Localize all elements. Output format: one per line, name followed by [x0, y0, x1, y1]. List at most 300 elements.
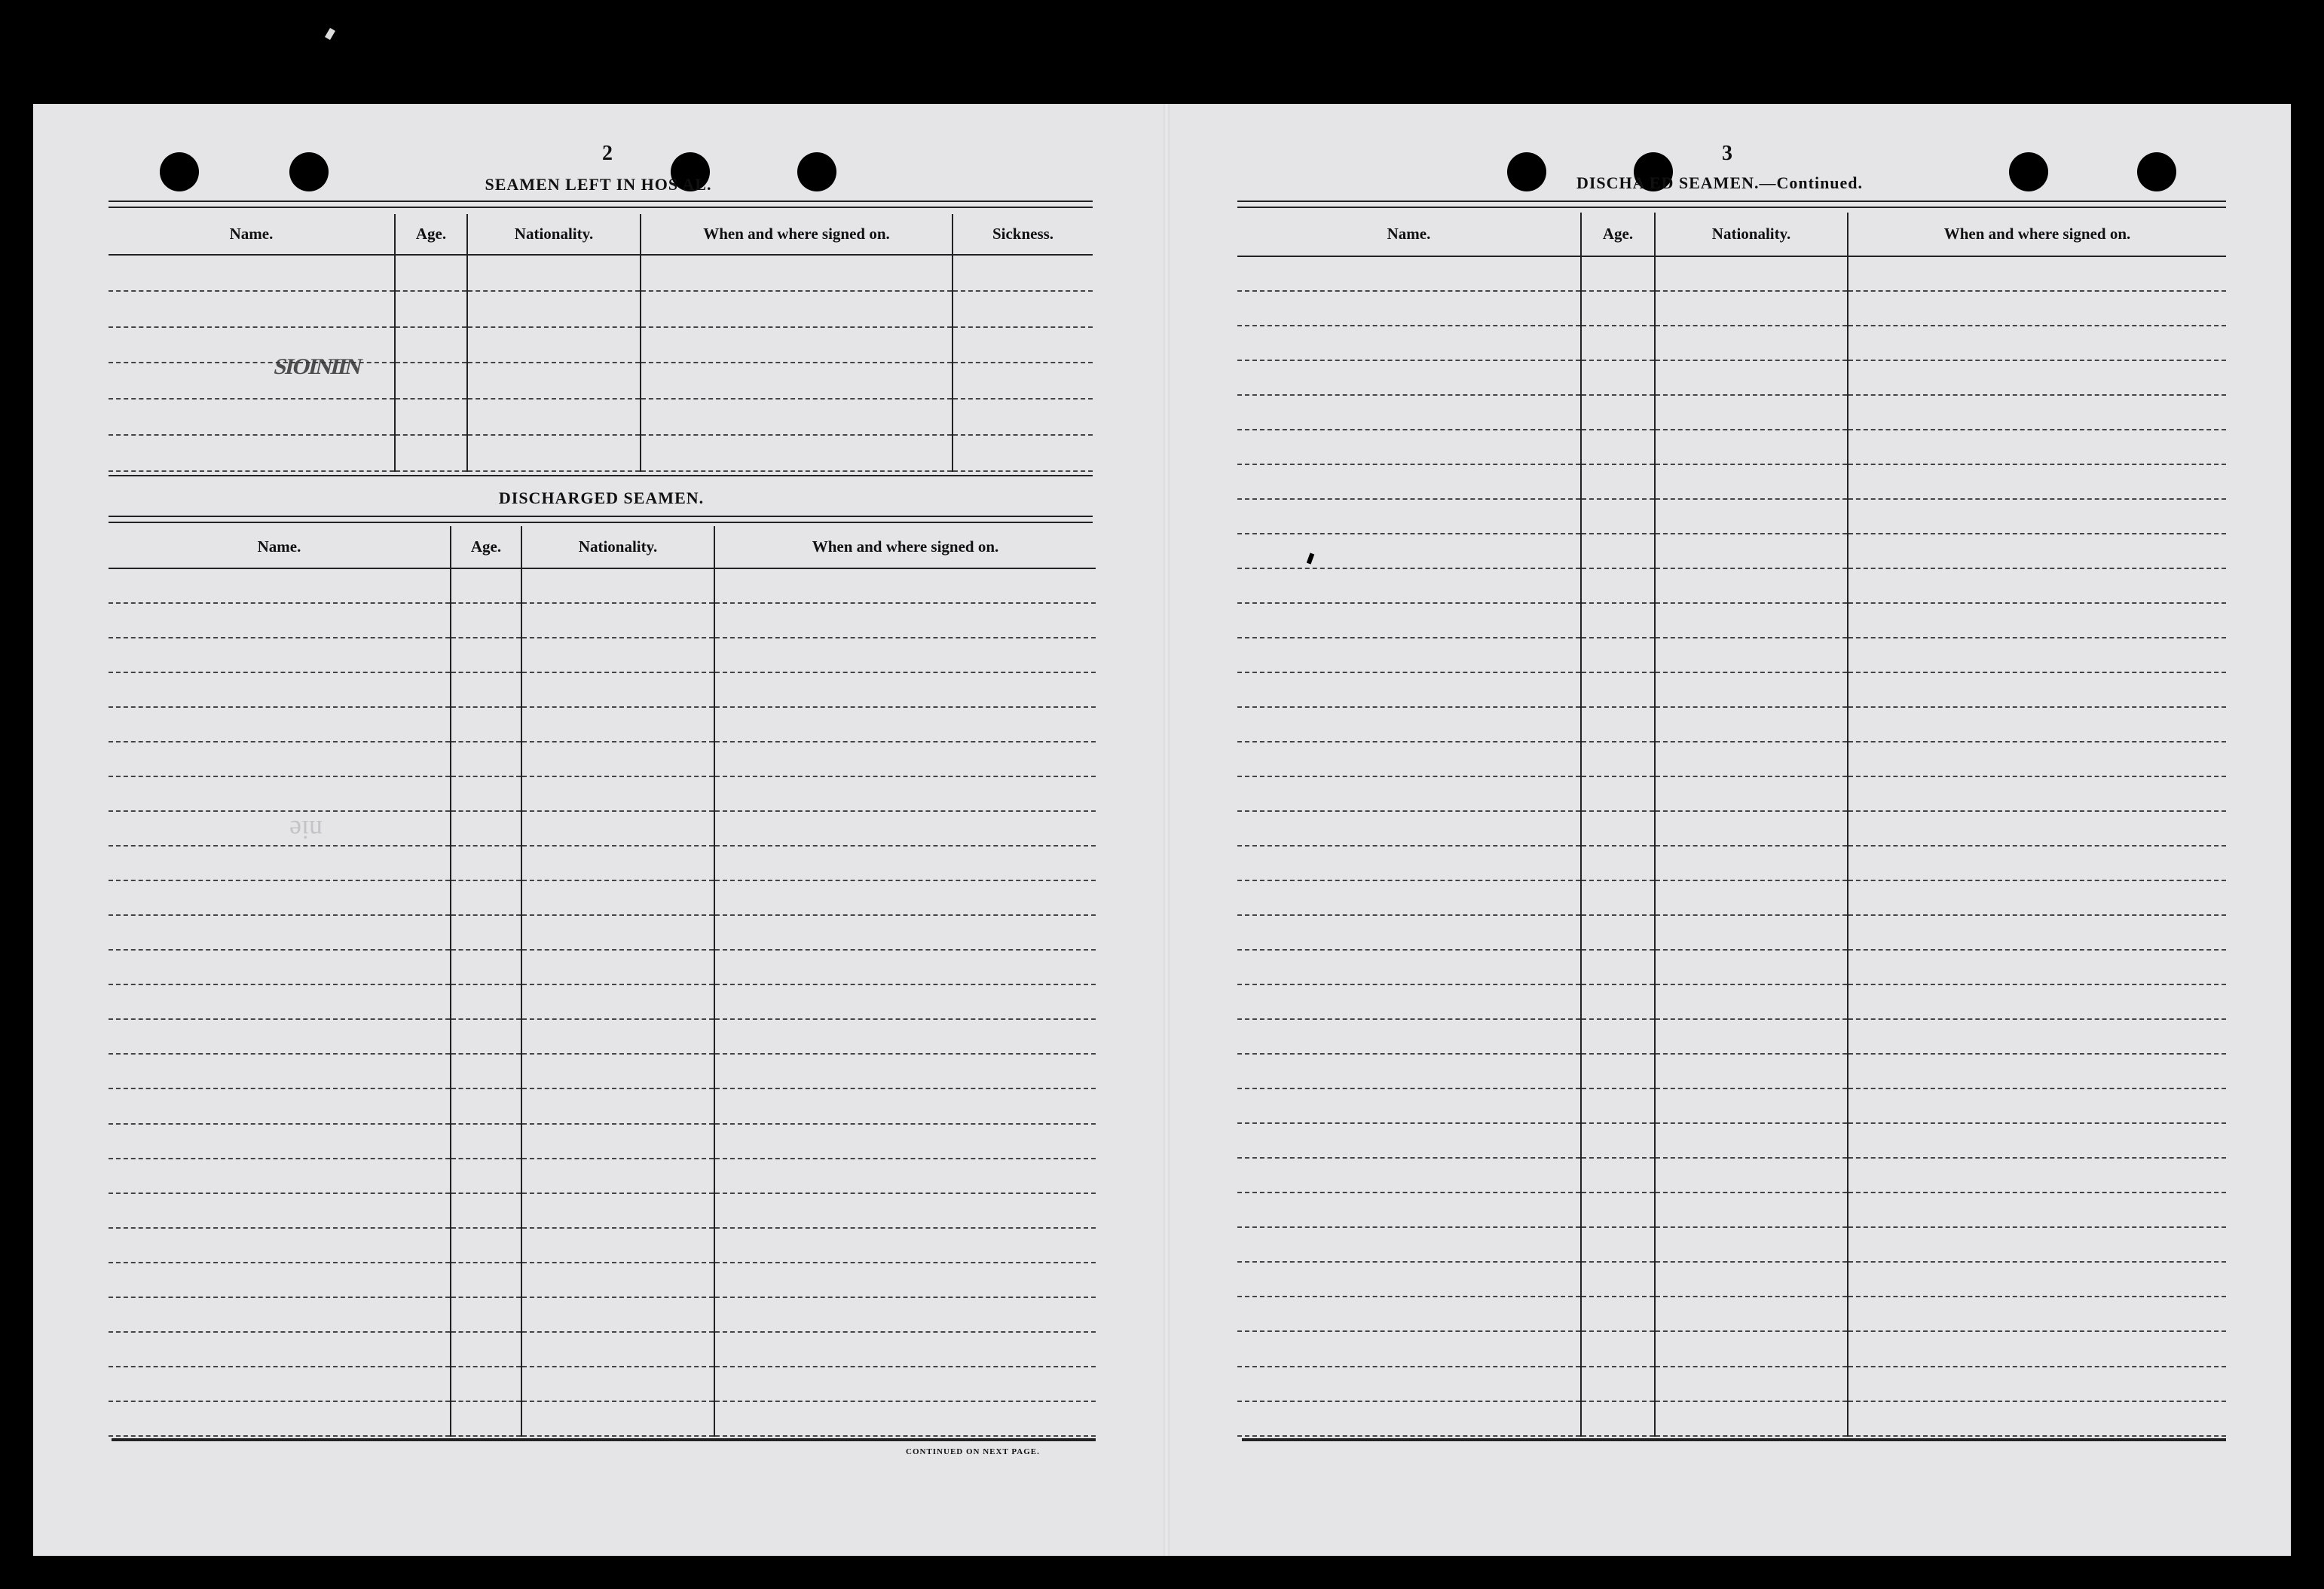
- table-row: [109, 811, 1096, 846]
- column-header-signed-on: When and where signed on.: [714, 526, 1096, 568]
- nationality-cell[interactable]: [1655, 707, 1848, 742]
- age-cell[interactable]: [451, 1401, 521, 1436]
- nationality-cell[interactable]: [1655, 742, 1848, 776]
- name-cell[interactable]: [109, 811, 451, 846]
- age-cell[interactable]: [451, 846, 521, 880]
- name-cell[interactable]: [1237, 1262, 1581, 1297]
- name-cell[interactable]: [1237, 880, 1581, 915]
- age-cell[interactable]: [1581, 534, 1655, 568]
- age-cell[interactable]: [451, 707, 521, 742]
- signed-on-cell[interactable]: [1848, 811, 2226, 846]
- nationality-cell[interactable]: [1655, 950, 1848, 984]
- nationality-cell[interactable]: [1655, 1019, 1848, 1054]
- nationality-cell[interactable]: [521, 1159, 714, 1193]
- age-cell[interactable]: [1581, 707, 1655, 742]
- name-cell[interactable]: [1237, 707, 1581, 742]
- nationality-cell[interactable]: [1655, 291, 1848, 326]
- name-cell[interactable]: [109, 1054, 451, 1088]
- nationality-cell[interactable]: [1655, 534, 1848, 568]
- table-row: [109, 1332, 1096, 1367]
- name-cell[interactable]: [109, 950, 451, 984]
- name-cell[interactable]: [1237, 499, 1581, 534]
- age-cell[interactable]: [1581, 291, 1655, 326]
- nationality-cell[interactable]: [521, 672, 714, 707]
- signed-on-cell[interactable]: [1848, 1054, 2226, 1088]
- signed-on-cell[interactable]: [714, 1263, 1096, 1297]
- age-cell[interactable]: [1581, 638, 1655, 672]
- age-cell[interactable]: [1581, 1262, 1655, 1297]
- signed-on-cell[interactable]: [641, 291, 953, 327]
- nationality-cell[interactable]: [521, 811, 714, 846]
- name-cell[interactable]: [1237, 742, 1581, 776]
- signed-on-cell[interactable]: [714, 638, 1096, 672]
- nationality-cell[interactable]: [521, 568, 714, 603]
- signed-on-cell[interactable]: [714, 846, 1096, 880]
- name-cell[interactable]: [109, 1124, 451, 1159]
- nationality-cell[interactable]: [1655, 1331, 1848, 1366]
- name-cell[interactable]: [1237, 811, 1581, 846]
- name-cell[interactable]: [1237, 1123, 1581, 1158]
- age-cell[interactable]: [451, 1297, 521, 1332]
- signed-on-cell[interactable]: [1848, 915, 2226, 950]
- nationality-cell[interactable]: [467, 327, 641, 363]
- signed-on-cell[interactable]: [1848, 291, 2226, 326]
- nationality-cell[interactable]: [521, 1124, 714, 1159]
- age-cell[interactable]: [1581, 1019, 1655, 1054]
- sickness-cell[interactable]: [953, 363, 1093, 399]
- age-cell[interactable]: [1581, 880, 1655, 915]
- signed-on-cell[interactable]: [1848, 1331, 2226, 1366]
- signed-on-cell[interactable]: [1848, 326, 2226, 360]
- signed-on-cell[interactable]: [1848, 1227, 2226, 1262]
- name-cell[interactable]: [1237, 950, 1581, 984]
- age-cell[interactable]: [1581, 1193, 1655, 1227]
- nationality-cell[interactable]: [1655, 1367, 1848, 1401]
- signed-on-cell[interactable]: [1848, 1367, 2226, 1401]
- age-cell[interactable]: [1581, 568, 1655, 603]
- age-cell[interactable]: [451, 1263, 521, 1297]
- sickness-cell[interactable]: [953, 399, 1093, 435]
- signed-on-cell[interactable]: [1848, 430, 2226, 464]
- name-cell[interactable]: [109, 984, 451, 1019]
- section-rule: [109, 522, 1093, 523]
- signed-on-cell[interactable]: [714, 1401, 1096, 1436]
- sickness-cell[interactable]: [953, 435, 1093, 471]
- name-cell[interactable]: [109, 435, 395, 471]
- table-row: [109, 1297, 1096, 1332]
- table-row: [109, 1228, 1096, 1263]
- table-row: [1237, 846, 2226, 880]
- table-row: [1237, 1401, 2226, 1436]
- nationality-cell[interactable]: [521, 603, 714, 638]
- signed-on-cell[interactable]: [1848, 1123, 2226, 1158]
- name-cell[interactable]: [109, 742, 451, 776]
- name-cell[interactable]: [109, 1263, 451, 1297]
- age-cell[interactable]: [1581, 464, 1655, 499]
- age-cell[interactable]: [451, 568, 521, 603]
- age-cell[interactable]: [451, 915, 521, 950]
- age-cell[interactable]: [451, 638, 521, 672]
- name-cell[interactable]: [1237, 291, 1581, 326]
- name-cell[interactable]: [1237, 672, 1581, 707]
- nationality-cell[interactable]: [521, 880, 714, 915]
- signed-on-cell[interactable]: [1848, 464, 2226, 499]
- age-cell[interactable]: [395, 435, 467, 471]
- signed-on-cell[interactable]: [641, 255, 953, 291]
- age-cell[interactable]: [1581, 395, 1655, 430]
- table-row: [1237, 742, 2226, 776]
- signed-on-cell[interactable]: [1848, 1019, 2226, 1054]
- name-cell[interactable]: [1237, 568, 1581, 603]
- age-cell[interactable]: [1581, 1401, 1655, 1436]
- signed-on-cell[interactable]: [714, 1054, 1096, 1088]
- age-cell[interactable]: [395, 363, 467, 399]
- age-cell[interactable]: [1581, 1297, 1655, 1331]
- nationality-cell[interactable]: [467, 435, 641, 471]
- column-header-signed-on: When and where signed on.: [641, 214, 953, 255]
- signed-on-cell[interactable]: [641, 435, 953, 471]
- signed-on-cell[interactable]: [1848, 638, 2226, 672]
- table-row: [1237, 1019, 2226, 1054]
- nationality-cell[interactable]: [521, 1332, 714, 1367]
- name-cell[interactable]: [109, 1193, 451, 1228]
- age-cell[interactable]: [451, 1019, 521, 1054]
- age-cell[interactable]: [451, 1228, 521, 1263]
- signed-on-cell[interactable]: [714, 984, 1096, 1019]
- nationality-cell[interactable]: [1655, 638, 1848, 672]
- age-cell[interactable]: [451, 950, 521, 984]
- name-cell[interactable]: [1237, 395, 1581, 430]
- name-cell[interactable]: [1237, 256, 1581, 291]
- name-cell[interactable]: [109, 1367, 451, 1401]
- name-cell[interactable]: [109, 638, 451, 672]
- column-header-nationality: Nationality.: [521, 526, 714, 568]
- age-cell[interactable]: [451, 1054, 521, 1088]
- nationality-cell[interactable]: [467, 363, 641, 399]
- name-cell[interactable]: [1237, 1297, 1581, 1331]
- table-row: [109, 363, 1093, 399]
- signed-on-cell[interactable]: [714, 568, 1096, 603]
- signed-on-cell[interactable]: [1848, 880, 2226, 915]
- name-cell[interactable]: [109, 1228, 451, 1263]
- signed-on-cell[interactable]: [714, 672, 1096, 707]
- name-cell[interactable]: [109, 603, 451, 638]
- age-cell[interactable]: [1581, 915, 1655, 950]
- age-cell[interactable]: [1581, 256, 1655, 291]
- nationality-cell[interactable]: [521, 638, 714, 672]
- age-cell[interactable]: [451, 811, 521, 846]
- nationality-cell[interactable]: [1655, 464, 1848, 499]
- age-cell[interactable]: [1581, 1123, 1655, 1158]
- signed-on-cell[interactable]: [714, 1367, 1096, 1401]
- table-row: [1237, 1088, 2226, 1123]
- signed-on-cell[interactable]: [641, 327, 953, 363]
- signed-on-cell[interactable]: [1848, 984, 2226, 1019]
- signed-on-cell[interactable]: [714, 950, 1096, 984]
- nationality-cell[interactable]: [1655, 326, 1848, 360]
- bottom-rule: [112, 1438, 1096, 1441]
- signed-on-cell[interactable]: [714, 880, 1096, 915]
- age-cell[interactable]: [395, 399, 467, 435]
- nationality-cell[interactable]: [521, 1228, 714, 1263]
- name-cell[interactable]: [1237, 1227, 1581, 1262]
- signed-on-cell[interactable]: [1848, 360, 2226, 395]
- age-cell[interactable]: [1581, 984, 1655, 1019]
- signed-on-cell[interactable]: [1848, 568, 2226, 603]
- nationality-cell[interactable]: [1655, 811, 1848, 846]
- nationality-cell[interactable]: [521, 1367, 714, 1401]
- name-cell[interactable]: [109, 776, 451, 811]
- age-cell[interactable]: [1581, 672, 1655, 707]
- signed-on-cell[interactable]: [714, 811, 1096, 846]
- nationality-cell[interactable]: [1655, 672, 1848, 707]
- signed-on-cell[interactable]: [714, 1228, 1096, 1263]
- name-cell[interactable]: [1237, 603, 1581, 638]
- table-row: [1237, 395, 2226, 430]
- signed-on-cell[interactable]: [1848, 1193, 2226, 1227]
- column-header-name: Name.: [109, 214, 395, 255]
- nationality-cell[interactable]: [467, 291, 641, 327]
- age-cell[interactable]: [1581, 499, 1655, 534]
- name-cell[interactable]: [1237, 984, 1581, 1019]
- nationality-cell[interactable]: [1655, 1193, 1848, 1227]
- signed-on-cell[interactable]: [1848, 742, 2226, 776]
- age-cell[interactable]: [451, 672, 521, 707]
- table-row: [109, 776, 1096, 811]
- name-cell[interactable]: [1237, 776, 1581, 811]
- table-row: [1237, 1158, 2226, 1193]
- signed-on-cell[interactable]: [714, 742, 1096, 776]
- age-cell[interactable]: [1581, 603, 1655, 638]
- nationality-cell[interactable]: [521, 1263, 714, 1297]
- table-row: [1237, 326, 2226, 360]
- nationality-cell[interactable]: [521, 915, 714, 950]
- nationality-cell[interactable]: [1655, 846, 1848, 880]
- signed-on-cell[interactable]: [1848, 672, 2226, 707]
- name-cell[interactable]: [1237, 430, 1581, 464]
- name-cell[interactable]: [1237, 1019, 1581, 1054]
- nationality-cell[interactable]: [1655, 430, 1848, 464]
- signed-on-cell[interactable]: [641, 399, 953, 435]
- nationality-cell[interactable]: [521, 1193, 714, 1228]
- nationality-cell[interactable]: [1655, 880, 1848, 915]
- age-cell[interactable]: [1581, 1088, 1655, 1123]
- name-cell[interactable]: [1237, 464, 1581, 499]
- table-row: [109, 672, 1096, 707]
- name-cell[interactable]: [1237, 1088, 1581, 1123]
- age-cell[interactable]: [451, 776, 521, 811]
- name-cell[interactable]: [109, 880, 451, 915]
- nationality-cell[interactable]: [1655, 1158, 1848, 1193]
- name-cell[interactable]: [1237, 534, 1581, 568]
- name-cell[interactable]: [109, 1332, 451, 1367]
- signed-on-cell[interactable]: [1848, 499, 2226, 534]
- column-header-age: Age.: [451, 526, 521, 568]
- age-cell[interactable]: [1581, 1158, 1655, 1193]
- signed-on-cell[interactable]: [714, 1124, 1096, 1159]
- table-row: [1237, 1297, 2226, 1331]
- signed-on-cell[interactable]: [714, 1193, 1096, 1228]
- signed-on-cell[interactable]: [714, 915, 1096, 950]
- nationality-cell[interactable]: [521, 1401, 714, 1436]
- name-cell[interactable]: [1237, 1401, 1581, 1436]
- nationality-cell[interactable]: [521, 1297, 714, 1332]
- hospital-section-title: SEAMEN LEFT IN HOS AL.: [485, 175, 712, 194]
- age-cell[interactable]: [1581, 846, 1655, 880]
- signed-on-cell[interactable]: [714, 1019, 1096, 1054]
- signed-on-cell[interactable]: [1848, 395, 2226, 430]
- name-cell[interactable]: [109, 1401, 451, 1436]
- nationality-cell[interactable]: [1655, 1227, 1848, 1262]
- name-cell[interactable]: [1237, 1054, 1581, 1088]
- nationality-cell[interactable]: [521, 776, 714, 811]
- age-cell[interactable]: [1581, 742, 1655, 776]
- age-cell[interactable]: [451, 1193, 521, 1228]
- sickness-cell[interactable]: [953, 291, 1093, 327]
- age-cell[interactable]: [395, 255, 467, 291]
- age-cell[interactable]: [395, 291, 467, 327]
- age-cell[interactable]: [451, 1159, 521, 1193]
- age-cell[interactable]: [1581, 950, 1655, 984]
- table-row: [1237, 707, 2226, 742]
- name-cell[interactable]: [109, 915, 451, 950]
- age-cell[interactable]: [1581, 430, 1655, 464]
- nationality-cell[interactable]: [467, 399, 641, 435]
- age-cell[interactable]: [1581, 1227, 1655, 1262]
- right-page: [1237, 104, 2264, 1556]
- nationality-cell[interactable]: [521, 1019, 714, 1054]
- signed-on-cell[interactable]: [1848, 950, 2226, 984]
- name-cell[interactable]: [109, 672, 451, 707]
- age-cell[interactable]: [451, 984, 521, 1019]
- signed-on-cell[interactable]: [641, 363, 953, 399]
- name-cell[interactable]: [109, 399, 395, 435]
- age-cell[interactable]: [1581, 360, 1655, 395]
- table-row: [1237, 1227, 2226, 1262]
- name-cell[interactable]: [1237, 846, 1581, 880]
- sickness-cell[interactable]: [953, 327, 1093, 363]
- signed-on-cell[interactable]: [714, 1159, 1096, 1193]
- nationality-cell[interactable]: [1655, 603, 1848, 638]
- age-cell[interactable]: [451, 1124, 521, 1159]
- nationality-cell[interactable]: [1655, 360, 1848, 395]
- name-cell[interactable]: [1237, 915, 1581, 950]
- age-cell[interactable]: [395, 327, 467, 363]
- nationality-cell[interactable]: [521, 742, 714, 776]
- signed-on-cell[interactable]: [714, 1297, 1096, 1332]
- name-cell[interactable]: [1237, 360, 1581, 395]
- age-cell[interactable]: [451, 742, 521, 776]
- nationality-cell[interactable]: [1655, 1088, 1848, 1123]
- age-cell[interactable]: [451, 1332, 521, 1367]
- left-page: [109, 104, 1133, 1556]
- signed-on-cell[interactable]: [1848, 603, 2226, 638]
- nationality-cell[interactable]: [521, 846, 714, 880]
- nationality-cell[interactable]: [1655, 256, 1848, 291]
- signed-on-cell[interactable]: [1848, 256, 2226, 291]
- nationality-cell[interactable]: [1655, 499, 1848, 534]
- discharged-section-title: DISCHARGED SEAMEN.: [498, 488, 705, 507]
- signed-on-cell[interactable]: [714, 1088, 1096, 1123]
- signed-on-cell[interactable]: [714, 776, 1096, 811]
- signed-on-cell[interactable]: [714, 707, 1096, 742]
- age-cell[interactable]: [451, 880, 521, 915]
- name-cell[interactable]: [109, 846, 451, 880]
- table-row: [109, 638, 1096, 672]
- age-cell[interactable]: [1581, 1054, 1655, 1088]
- name-cell[interactable]: [109, 1088, 451, 1123]
- age-cell[interactable]: [1581, 811, 1655, 846]
- nationality-cell[interactable]: [1655, 776, 1848, 811]
- nationality-cell[interactable]: [467, 255, 641, 291]
- nationality-cell[interactable]: [521, 1088, 714, 1123]
- name-cell[interactable]: [1237, 1193, 1581, 1227]
- signed-on-cell[interactable]: [1848, 1401, 2226, 1436]
- name-cell[interactable]: [1237, 1331, 1581, 1366]
- signed-on-cell[interactable]: [1848, 534, 2226, 568]
- table-row: [109, 1054, 1096, 1088]
- nationality-cell[interactable]: [1655, 1401, 1848, 1436]
- table-row: [1237, 568, 2226, 603]
- table-row: [109, 291, 1093, 327]
- signed-on-cell[interactable]: [1848, 846, 2226, 880]
- age-cell[interactable]: [1581, 1367, 1655, 1401]
- nationality-cell[interactable]: [1655, 395, 1848, 430]
- name-cell[interactable]: [109, 1019, 451, 1054]
- name-cell[interactable]: [109, 1297, 451, 1332]
- nationality-cell[interactable]: [1655, 984, 1848, 1019]
- sickness-cell[interactable]: [953, 255, 1093, 291]
- signed-on-cell[interactable]: [1848, 707, 2226, 742]
- signed-on-cell[interactable]: [714, 603, 1096, 638]
- age-cell[interactable]: [1581, 776, 1655, 811]
- signed-on-cell[interactable]: [1848, 1088, 2226, 1123]
- name-cell[interactable]: [109, 291, 395, 327]
- table-row: [109, 742, 1096, 776]
- nationality-cell[interactable]: [521, 707, 714, 742]
- name-cell[interactable]: [1237, 1158, 1581, 1193]
- signed-on-cell[interactable]: [1848, 1297, 2226, 1331]
- name-cell[interactable]: [1237, 326, 1581, 360]
- page-fold: [1164, 104, 1170, 1556]
- age-cell[interactable]: [1581, 326, 1655, 360]
- nationality-cell[interactable]: [1655, 1054, 1848, 1088]
- age-cell[interactable]: [451, 1088, 521, 1123]
- section-rule: [109, 475, 1093, 476]
- signed-on-cell[interactable]: [1848, 1158, 2226, 1193]
- age-cell[interactable]: [451, 603, 521, 638]
- nationality-cell[interactable]: [1655, 1262, 1848, 1297]
- signed-on-cell[interactable]: [1848, 776, 2226, 811]
- name-cell[interactable]: [109, 707, 451, 742]
- nationality-cell[interactable]: [1655, 1297, 1848, 1331]
- name-cell[interactable]: [109, 568, 451, 603]
- nationality-cell[interactable]: [1655, 915, 1848, 950]
- name-cell[interactable]: [1237, 1367, 1581, 1401]
- nationality-cell[interactable]: [521, 1054, 714, 1088]
- signed-on-cell[interactable]: [1848, 1262, 2226, 1297]
- nationality-cell[interactable]: [1655, 568, 1848, 603]
- name-cell[interactable]: [1237, 638, 1581, 672]
- age-cell[interactable]: [451, 1367, 521, 1401]
- name-cell[interactable]: [109, 1159, 451, 1193]
- nationality-cell[interactable]: [521, 950, 714, 984]
- name-cell[interactable]: [109, 255, 395, 291]
- signed-on-cell[interactable]: [714, 1332, 1096, 1367]
- age-cell[interactable]: [1581, 1331, 1655, 1366]
- nationality-cell[interactable]: [1655, 1123, 1848, 1158]
- nationality-cell[interactable]: [521, 984, 714, 1019]
